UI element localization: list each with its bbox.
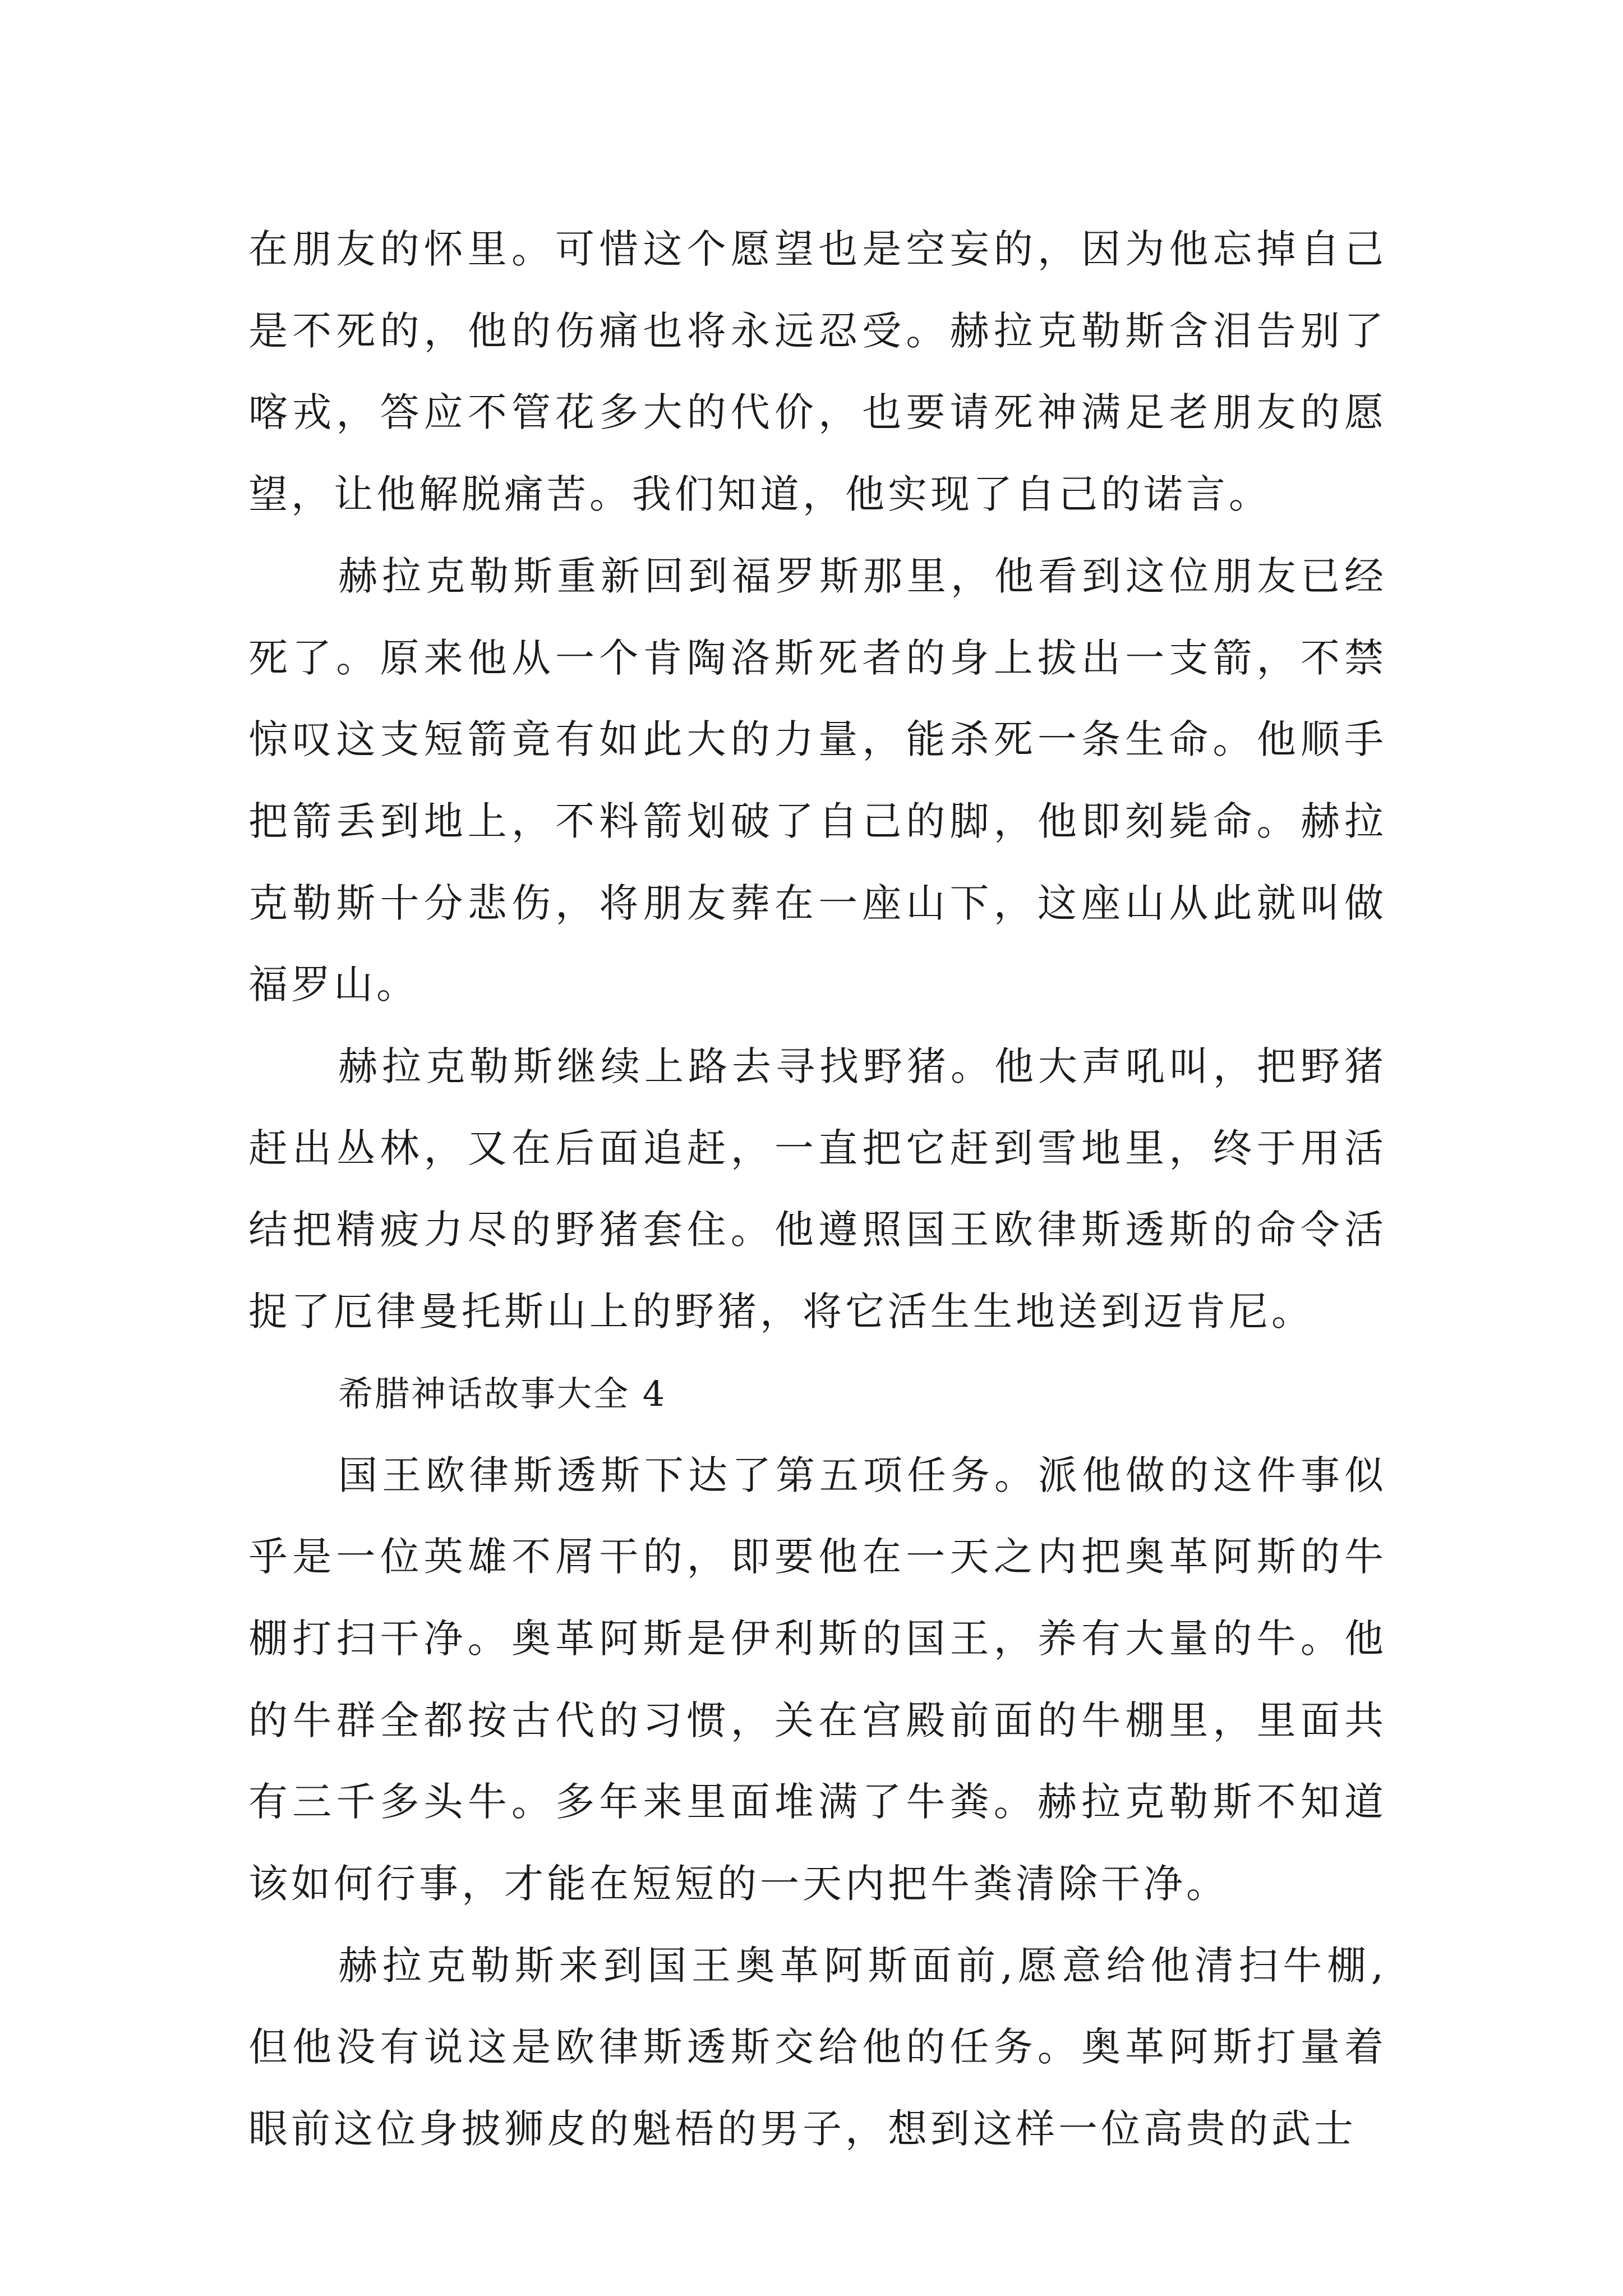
paragraph-4: 国王欧律斯透斯下达了第五项任务。派他做的这件事似乎是一位英雄不屑干的，即要他在一天之内把奥革阿斯的牛棚打扫干净。奥革阿斯是伊利斯的国王，养有大量的牛。他的牛群全都按古代的习惯，关在宫殿前面的牛棚里，里面共有三千多头牛。多年来里面堆满了牛粪。赫拉克勒斯不知道该如何行事，才能在短短的一天内把牛粪清除干净。 — [248, 1452, 1387, 1907]
section-heading: 希腊神话故事大全 4 — [338, 1373, 667, 1414]
paragraph-2: 赫拉克勒斯重新回到福罗斯那里，他看到这位朋友已经死了。原来他从一个肯陶洛斯死者的身上拔出一支箭，不禁惊叹这支短箭竟有如此大的力量，能杀死一条生命。他顺手把箭丢到地上，不料箭划破了自己的脚，他即刻毙命。赫拉克勒斯十分悲伤，将朋友葬在一座山下，这座山从此就叫做福罗山。 — [248, 553, 1387, 1008]
document-body — [248, 209, 1387, 2170]
paragraph-5: 赫拉克勒斯来到国王奥革阿斯面前,愿意给他清扫牛棚,但他没有说这是欧律斯透斯交给他的任务。奥革阿斯打量着眼前这位身披狮皮的魁梧的男子，想到这样一位高贵的武士 — [248, 1942, 1387, 2152]
paragraph-3: 赫拉克勒斯继续上路去寻找野猪。他大声吼叫，把野猪赶出丛林，又在后面追赶，一直把它赶到雪地里，终于用活结把精疲力尽的野猪套住。他遵照国王欧律斯透斯的命令活捉了厄律曼托斯山上的野猪，将它活生生地送到迈肯尼。 — [248, 1043, 1387, 1335]
paragraph-1: 在朋友的怀里。可惜这个愿望也是空妄的，因为他忘掉自己是不死的，他的伤痛也将永远忍受。赫拉克勒斯含泪告别了喀戎，答应不管花多大的代价，也要请死神满足老朋友的愿望，让他解脱痛苦。我们知道，他实现了自己的诺言。 — [248, 226, 1387, 518]
